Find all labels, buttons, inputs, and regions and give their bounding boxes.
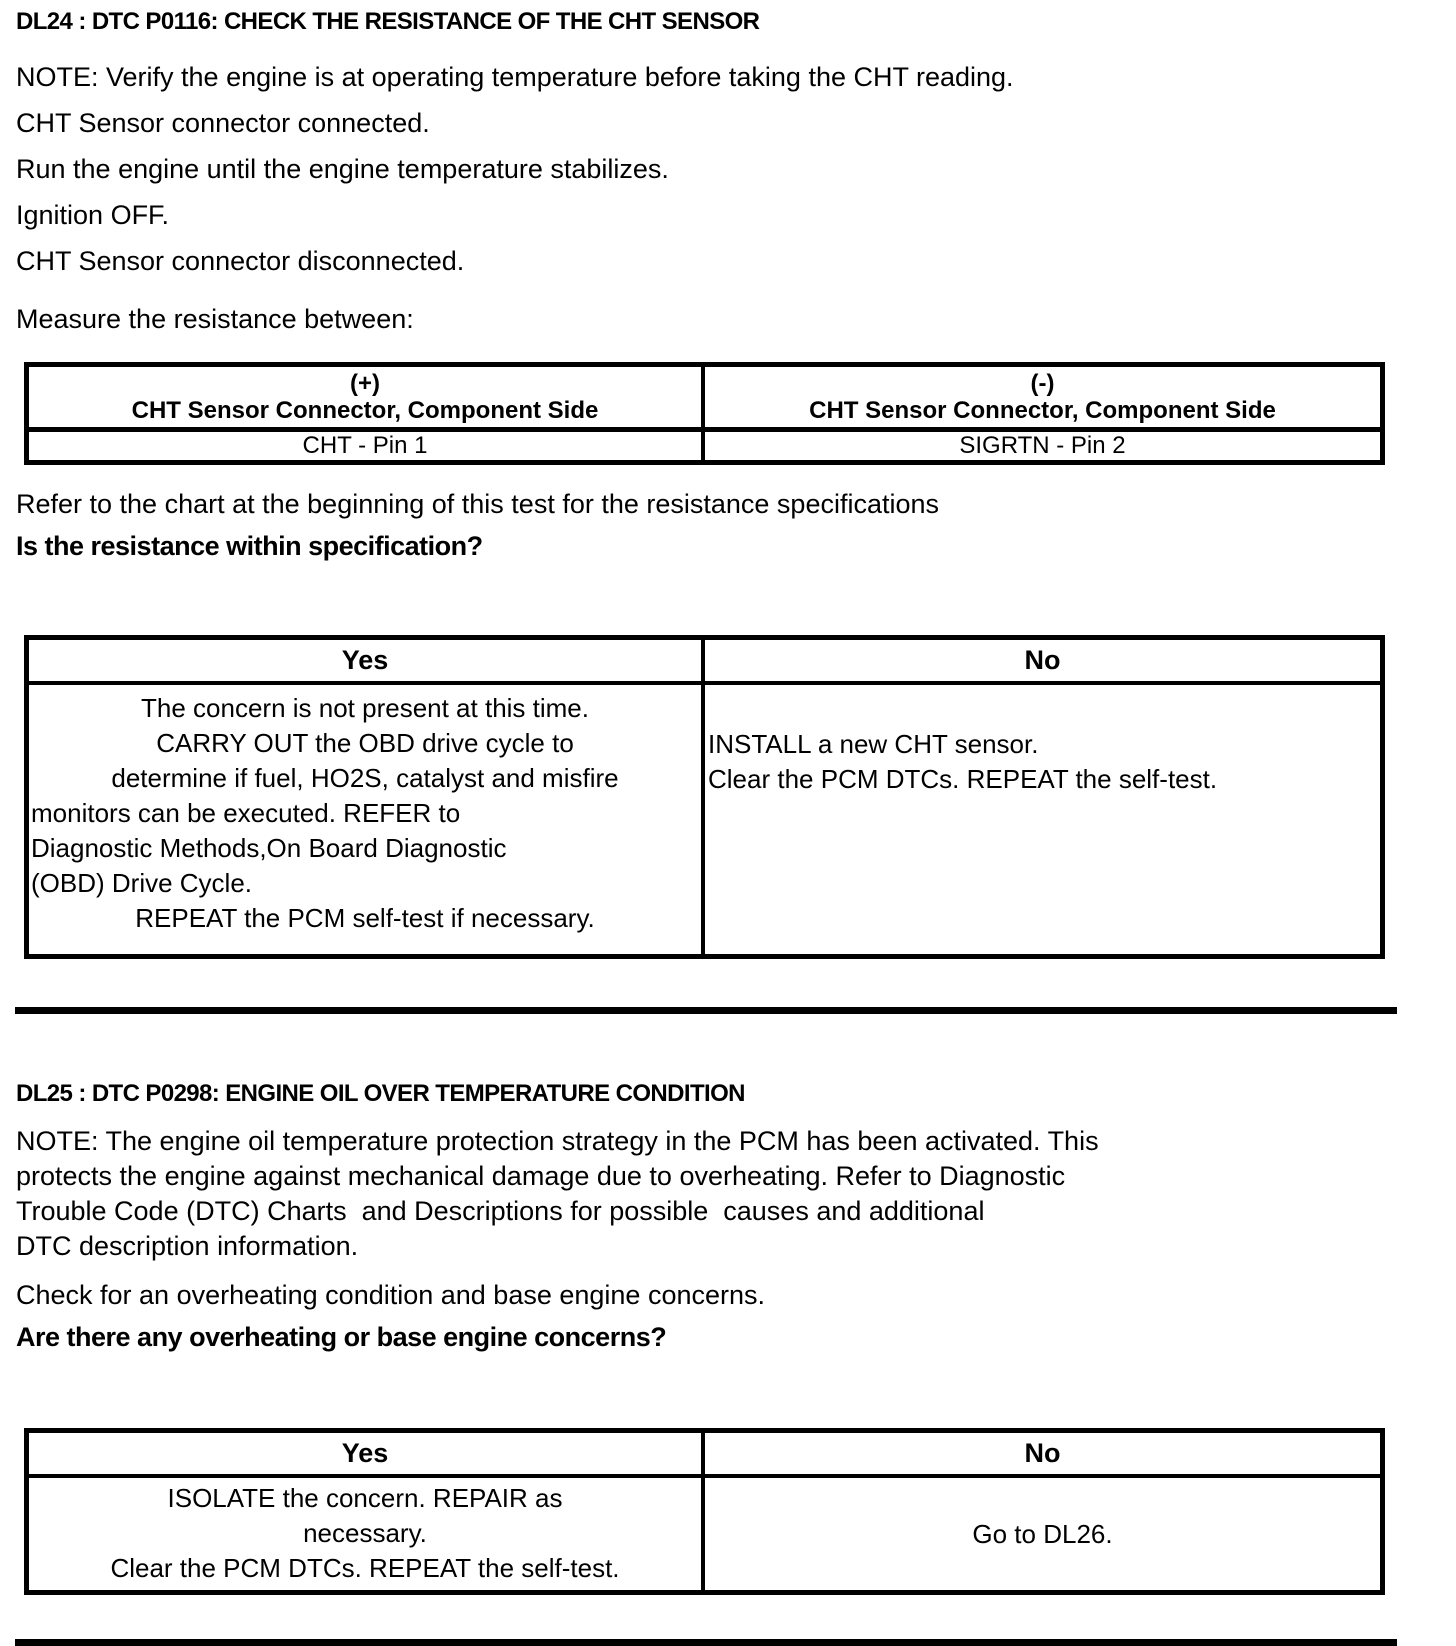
dl24-steps: CHT Sensor connector connected. Run the engine until the engine temperature stabilizes. Ignition OFF. CHT Sensor connector disconnected. bbox=[16, 108, 669, 276]
positive-connector-label: CHT Sensor Connector, Component Side bbox=[131, 397, 599, 424]
measure-negative-header-cell bbox=[701, 367, 1380, 427]
dl24-refer-text: Refer to the chart at the beginning of this test for the resistance specifications bbox=[16, 489, 940, 519]
page-bottom-rule bbox=[15, 1639, 1397, 1646]
dl24-yes-cell: The concern is not present at this time. CARRY OUT the OBD drive cycle to determine if fuel, HO2S, catalyst and misfire monitors can be executed. REFER to Diagnostic Methods,On Board Diagnostic (OBD) Drive Cycle. REPEAT the PCM self-test if necessary. bbox=[31, 693, 619, 933]
dl24-question: Is the resistance within specification? bbox=[16, 531, 483, 561]
dl25-yes-cell: ISOLATE the concern. REPAIR as necessary. Clear the PCM DTCs. REPEAT the self-test. bbox=[110, 1483, 620, 1583]
dl25-no-header: No bbox=[701, 1433, 1380, 1474]
measure-positive-header-cell bbox=[29, 367, 701, 427]
section-divider-rule bbox=[15, 1007, 1397, 1014]
dl25-no-cell: Go to DL26. bbox=[701, 1478, 1380, 1590]
dl25-question: Are there any overheating or base engine concerns? bbox=[16, 1322, 667, 1352]
negative-pin-cell: SIGRTN - Pin 2 bbox=[701, 432, 1380, 460]
dl24-measure-table bbox=[24, 362, 1385, 465]
dl25-decision-header-row bbox=[29, 1433, 1380, 1474]
dl24-note: NOTE: Verify the engine is at operating temperature before taking the CHT reading. bbox=[16, 62, 1014, 92]
negative-connector-label: CHT Sensor Connector, Component Side bbox=[809, 397, 1276, 424]
dl24-decision-body-row bbox=[29, 681, 1380, 954]
dl25-decision-body-row bbox=[29, 1474, 1380, 1590]
dl25-decision-table bbox=[24, 1428, 1385, 1595]
dl25-note: NOTE: The engine oil temperature protection strategy in the PCM has been activated. This protects the engine against mechanical damage due to overheating. Refer to Diagnostic Trouble Code (DTC) Charts and Descriptions for possible causes and additional DTC description information. bbox=[16, 1126, 1099, 1261]
dl24-decision-header-row bbox=[29, 640, 1380, 681]
dl24-no-cell: INSTALL a new CHT sensor. Clear the PCM DTCs. REPEAT the self-test. bbox=[701, 685, 1380, 954]
dl25-check-text: Check for an overheating condition and base engine concerns. bbox=[16, 1280, 765, 1310]
positive-sign: (+) bbox=[350, 370, 380, 397]
dl24-measure-intro: Measure the resistance between: bbox=[16, 304, 414, 334]
measure-table-header-row bbox=[29, 367, 1380, 427]
dl24-decision-table bbox=[24, 635, 1385, 959]
measure-table-pin-row bbox=[29, 427, 1380, 460]
negative-sign: (-) bbox=[1030, 370, 1055, 397]
dl25-heading: DL25 : DTC P0298: ENGINE OIL OVER TEMPERATURE CONDITION bbox=[16, 1080, 745, 1107]
positive-pin-cell: CHT - Pin 1 bbox=[302, 432, 428, 459]
dl24-no-header: No bbox=[701, 640, 1380, 681]
dl25-yes-header: Yes bbox=[341, 1438, 389, 1468]
dl24-heading: DL24 : DTC P0116: CHECK THE RESISTANCE OF THE CHT SENSOR bbox=[16, 8, 760, 35]
dl24-yes-header: Yes bbox=[341, 645, 389, 675]
